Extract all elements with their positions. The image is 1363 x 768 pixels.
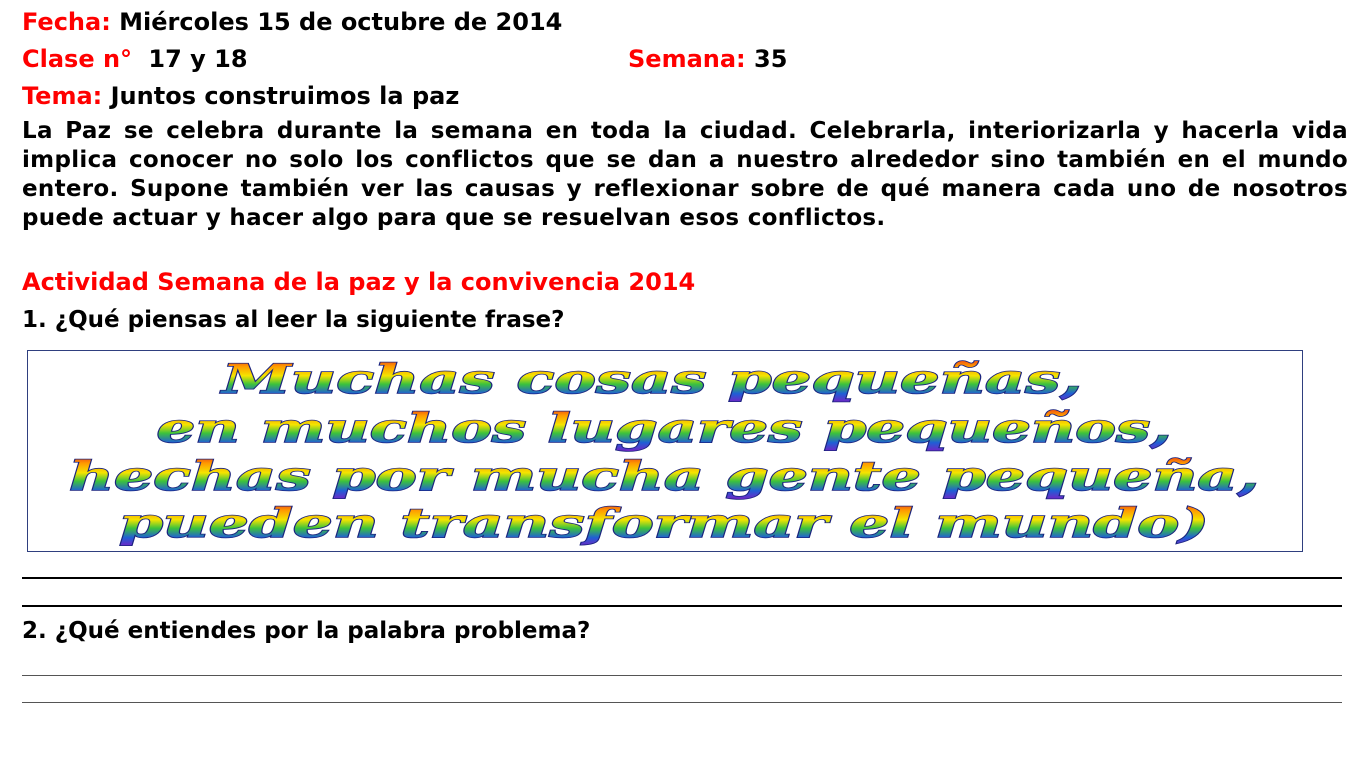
question-2: 2. ¿Qué entiendes por la palabra problema? (22, 618, 591, 644)
clase-line (22, 44, 248, 74)
fecha-label: Fecha: (22, 8, 111, 36)
quote-line-4: pueden transformar el mundo) (119, 500, 1209, 547)
quote-line-2: en muchos lugares pequeños, (156, 405, 1172, 452)
answer-line-3 (22, 675, 1342, 676)
quote-line-1: Muchas cosas pequeñas, (218, 356, 1083, 403)
semana-line (628, 44, 787, 74)
activity-title: Actividad Semana de la paz y la convivencia 2014 (22, 268, 696, 296)
quote-box (27, 350, 1303, 552)
semana-value: 35 (754, 45, 788, 73)
answer-line-2 (22, 605, 1342, 607)
tema-value: Juntos construimos la paz (110, 82, 460, 110)
clase-value: 17 y 18 (148, 45, 248, 73)
semana-label: Semana: (628, 45, 746, 73)
tema-line (22, 81, 459, 111)
answer-line-1 (22, 577, 1342, 579)
answer-line-4 (22, 702, 1342, 703)
fecha-value: Miércoles 15 de octubre de 2014 (119, 8, 563, 36)
quote-graphic (28, 351, 1301, 550)
clase-label: Clase n° (22, 45, 133, 73)
fecha-line (22, 7, 562, 37)
question-1: 1. ¿Qué piensas al leer la siguiente frase? (22, 307, 565, 333)
quote-line-3: hechas por mucha gente pequeña, (69, 453, 1259, 500)
tema-label: Tema: (22, 82, 103, 110)
intro-paragraph: La Paz se celebra durante la semana en toda la ciudad. Celebrarla, interiorizarla y hacerla vida implica conocer no solo los conflictos que se dan a nuestro alrededor sino también en el mundo entero. Supone también ver las causas y reflexionar sobre de qué manera cada uno de nosotros puede actuar y hacer algo para que se resuelvan esos conflictos. (22, 118, 1348, 231)
